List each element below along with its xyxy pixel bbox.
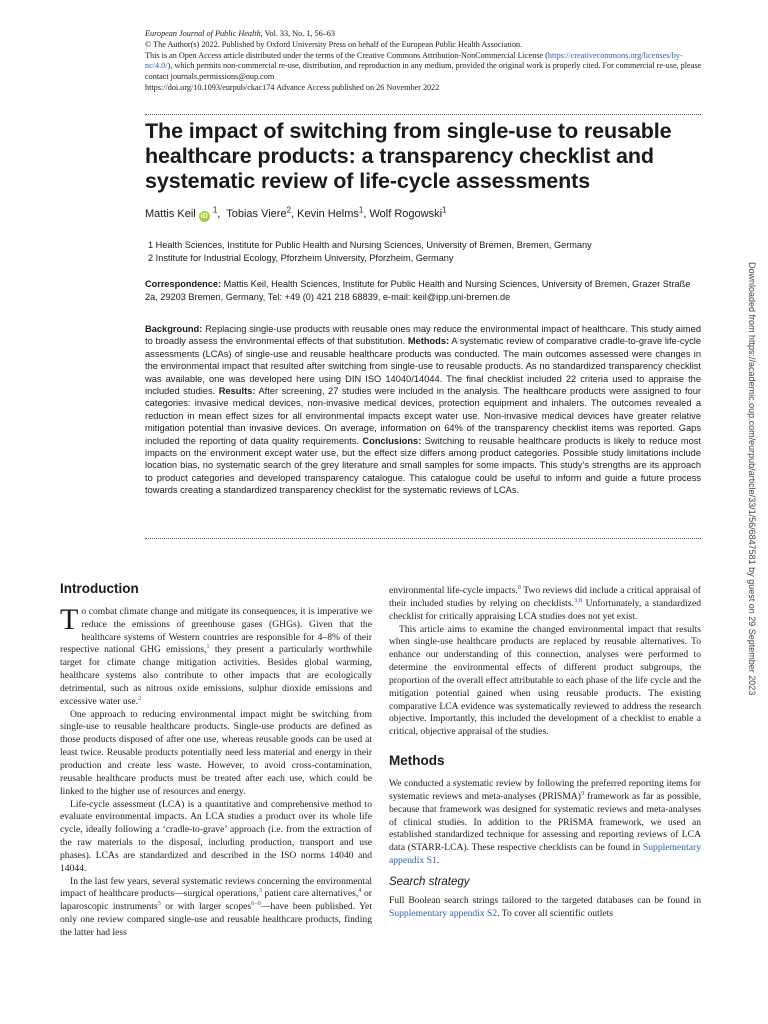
intro-paragraph: One approach to reducing environmental impact might be switching from single-use to reusable healthcare products. Single-use products are defined as those products disposed of after one use, whereas reusable goods can be used at least twice. Reusable products potentially need less material and energy in their production and create less waste. However, to avoid cross-contamination, reusable healthcare products must be treated after each use, which could be linked to the higher use of resources and energy. (60, 708, 372, 797)
citation-ref[interactable]: 3,8 (573, 596, 583, 604)
citation-ref[interactable]: 4 (358, 887, 362, 895)
body-paragraph: We conducted a systematic review by following the preferred reporting items for systematic reviews and meta-analyses (PRISMA)$^9$ framework as far as possible, because that framework was designed for systematic reviews and meta-analyses of clinical studies. In addition to the PRISMA framework, we used an established standardized technique for assessing and reporting reviews of LCA data (STARR-LCA). These respective checklists can be found in Supplementary appendix S1. (389, 777, 701, 867)
license-link[interactable]: https://creativecommons.org/licenses/by-nc/4.0/ (145, 50, 683, 71)
affiliations (148, 239, 592, 264)
copyright-line: © The Author(s) 2022. Published by Oxford University Press on behalf of the European Public Health Association. (145, 39, 523, 49)
abstract-conclusions-label: Conclusions: (362, 435, 422, 446)
author-list: Mattis Keil iD $^1$, Tobias Viere$^2$, Kevin Helms$^1$, Wolf Rogowski$^1$ (145, 205, 447, 220)
header-divider (145, 114, 701, 115)
download-notice: Downloaded from https://academic.oup.com/eurpub/article/33/1/56/6847581 by guest on 29 September 2023 (747, 262, 757, 696)
affiliation-item: 2 Institute for Industrial Ecology, Pforzheim University, Pforzheim, Germany (148, 252, 454, 263)
abstract-divider (145, 538, 701, 539)
author-name[interactable]: Tobias Viere (226, 208, 287, 220)
citation-ref[interactable]: 6–8 (251, 900, 261, 908)
abstract-results-label: Results: (218, 386, 256, 397)
citation-ref[interactable]: 5 (157, 900, 161, 908)
search-strategy-heading: Search strategy (389, 875, 470, 888)
download-sidebar (747, 262, 757, 762)
drop-cap: T (60, 602, 79, 636)
right-column (389, 585, 701, 920)
introduction-heading: Introduction (60, 581, 139, 596)
author-name[interactable]: Mattis Keil (145, 208, 196, 220)
intro-paragraph: In the last few years, several systematic reviews concerning the environmental impact of healthcare products—surgical operations,$^3$ patient care alternatives,$^4$ or laparoscopic instruments$^5$ or with larger scopes$^{6-8}$—have been published. Yet only one review compared single-use and reusable healthcare products, finding the latter had less (60, 875, 373, 938)
left-column (60, 583, 372, 940)
supplementary-link[interactable]: Supplementary appendix S2 (389, 907, 498, 919)
abstract: Background: Replacing single-use products with reusable ones may reduce the environmental impact of healthcare. This study aimed to broadly assess the environmental effects of that substitution. Methods: A systematic review of comparative cradle-to-grave life-cycle assessments (LCAs) of single-use and reusable healthcare products was conducted. The main outcomes assessed were changes in the environmental impact that resulted after switching from single-use to reusable products. As no standardized transparency checklist was available, one was developed here using DIN ISO 14040/14044. The final checklist included 22 criteria used to appraise the included studies. Results: After screening, 27 studies were included in the analysis. The healthcare products were assigned to four categories: invasive medical devices, non-invasive medical devices, protection equipment and inhalers. The outcomes revealed a reduction in mean effect sizes for all environmental impacts except water use. Non-invasive medical devices have greater relative mitigation potential than invasive devices. On average, information on 64% of the transparency checklist items was reported. Gaps included the reporting of data quality requirements. Conclusions: Switching to reusable healthcare products is likely to reduce most impacts on the environment except water use, but the effect size differs among product categories. Possible study limitations include location bias, no systematic search of the grey literature and small samples for some impacts. This study’s strengths are its approach to product categories and developed transparency catalogue. This catalogue could be useful to inform and guide a future process towards creating a standardized transparency checklist for the systematic reviews of LCAs. (145, 324, 702, 496)
citation-ref[interactable]: 1 (206, 643, 210, 651)
body-paragraph: Full Boolean search strings tailored to the targeted databases can be found in Supplementary appendix S2. To cover all scientific outlets (389, 894, 701, 919)
body-paragraph: environmental life-cycle impacts.$^8$ Two reviews did include a critical appraisal of their included studies by relying on checklists.$^{3,8}$ Unfortunately, a standardized checklist for critically appraising LCA studies does not yet exist. (389, 583, 701, 622)
citation-ref[interactable]: 8 (517, 583, 521, 591)
citation-ref[interactable]: 3 (258, 887, 263, 895)
intro-paragraph: To combat climate change and mitigate its consequences, it is imperative we reduce the emissions of greenhouse gases (GHGs). Given that the healthcare systems of Western countries are responsible for 4–8% of their respective national GHG emissions,$^1$ they present a particularly worthwhile target for climate change mitigation activities. Besides global warming, healthcare systems also contribute to other impacts that are ecologically detrimental, such as nitrous oxide emissions, sulphur dioxide emissions and excessive water use.$^2$ (60, 602, 373, 707)
journal-name: European Journal of Public Health (145, 29, 261, 38)
body-paragraph: This article aims to examine the changed environmental impact that results when single-use healthcare products are replaced by reusable alternatives. To enhance our understanding of this connection, analyses were performed to determine the environmental effects of different product subgroups, the proportion of the overall effect attributable to each phase of the life cycle and the mitigation potential gained when using reusable products. The existing comparative LCA evidence was systematically reviewed to address the research objective. Importantly, this included the development of a checklist to enable a critical, objective appraisal of the studies. (389, 623, 701, 738)
abstract-methods-label: Methods: (407, 336, 450, 347)
affiliation-item: 1 Health Sciences, Institute for Public Health and Nursing Sciences, University of Bremen, Bremen, Germany (148, 240, 592, 250)
doi-line[interactable]: https://doi.org/10.1093/eurpub/ckac174 Advance Access published on 26 November 2022 (145, 82, 440, 92)
license-text: This is an Open Access article distributed under the terms of the Creative Commons Attribution-NonCommercial License (https://creativecommons.org/licenses/by-nc/4.0/), which permits non-commercial re-use, distribution, and reproduction in any medium, provided the original work is properly cited. For commercial re-use, please contact journals.permissions@oup.com (145, 50, 702, 82)
citation-ref[interactable]: 9 (581, 789, 585, 797)
supplementary-link[interactable]: Supplementary appendix S1 (389, 842, 701, 867)
methods-heading: Methods (389, 753, 445, 769)
intro-paragraph: Life-cycle assessment (LCA) is a quantitative and comprehensive method to evaluate environmental impacts. An LCA studies a product over its whole life cycle, ideally following a ‘cradle-to-grave’ approach (i.e. from the extraction of the raw materials to the disposal, including production, transport and use phases). LCAs are standardized and described in the ISO norms 14040 and 14044. (60, 798, 372, 874)
orcid-icon[interactable]: iD (200, 213, 208, 220)
author-name[interactable]: Kevin Helms (297, 208, 359, 220)
journal-header (145, 29, 705, 94)
article-title: The impact of switching from single-use to reusable healthcare products: a transparency checklist and systematic review of life-cycle assessments (145, 119, 672, 193)
journal-citation: , Vol. 33, No. 1, 56–63 (260, 29, 335, 38)
correspondence: Correspondence: Mattis Keil, Health Sciences, Institute for Public Health and Nursing Sciences, University of Bremen, Grazer Straße 2a, 29203 Bremen, Germany, Tel: +49 (0) 421 218 68839, e-mail: keil@ipp.uni-bremen.de (145, 279, 691, 302)
citation-ref[interactable]: 2 (138, 694, 142, 702)
abstract-background-label: Background: (145, 324, 203, 334)
author-name[interactable]: Wolf Rogowski (369, 208, 443, 220)
